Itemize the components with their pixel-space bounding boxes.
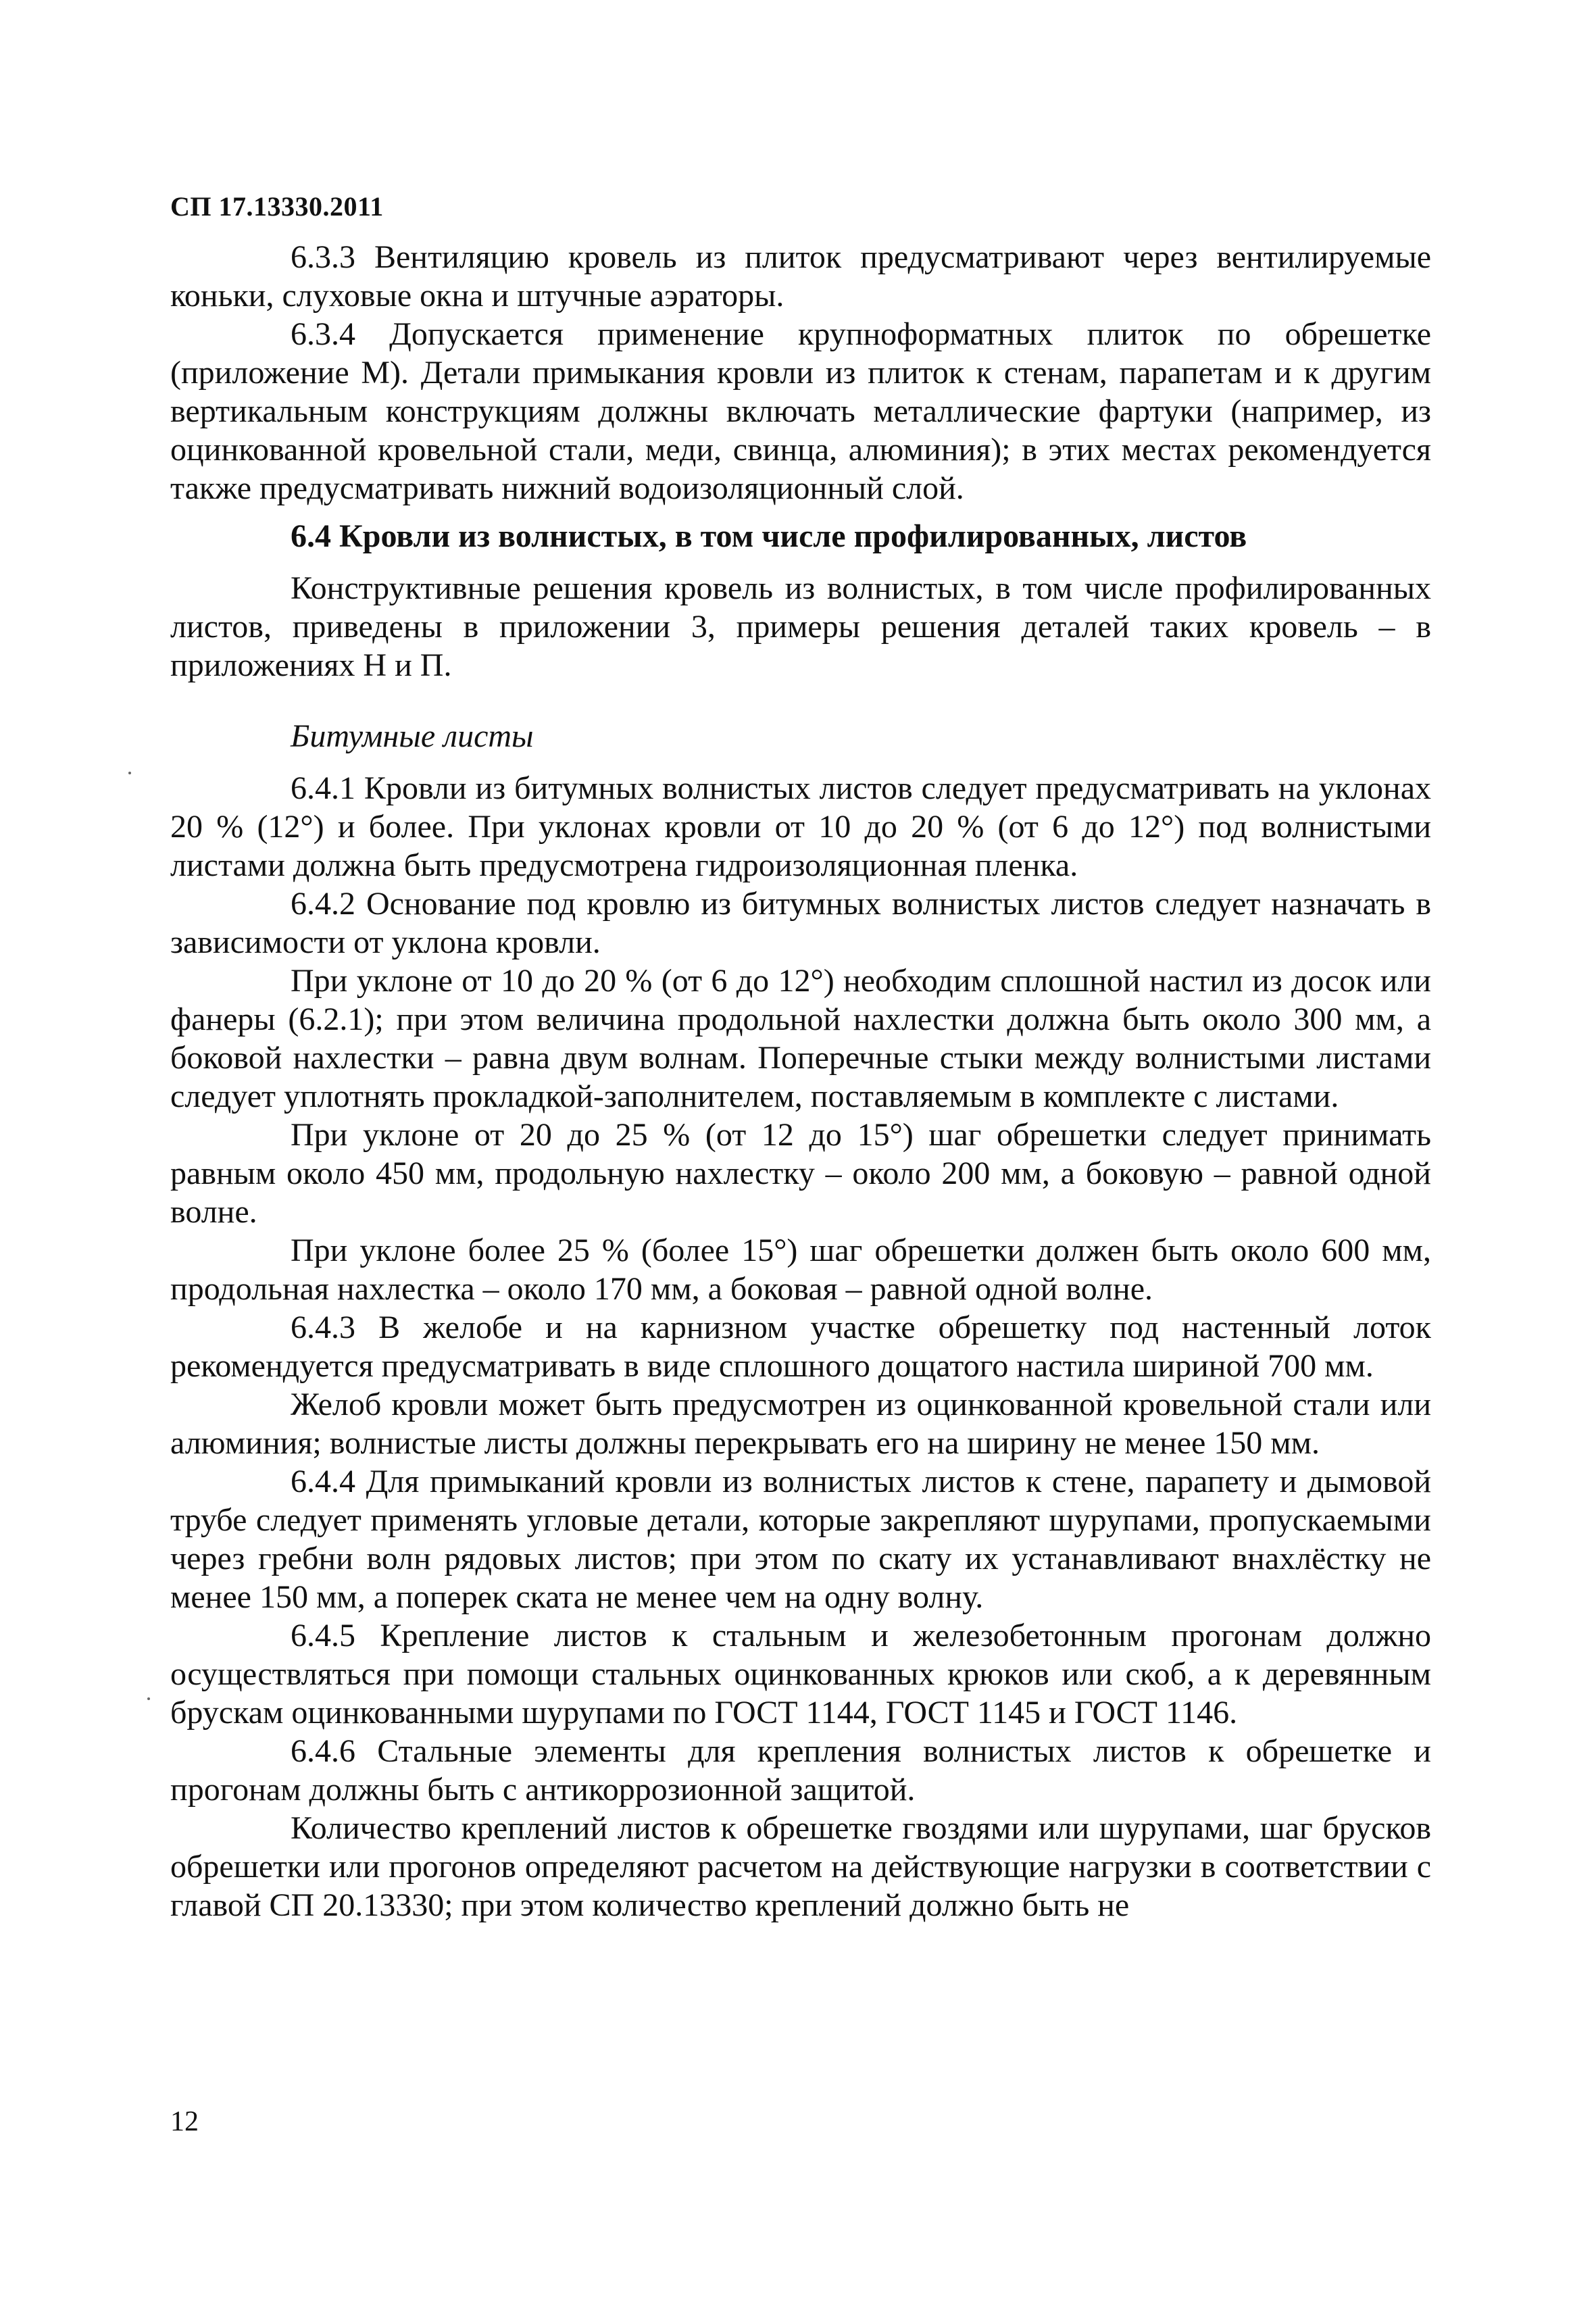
paragraph-6-4-1: 6.4.1 Кровли из битумных волнистых листов следует предусматривать на уклонах 20 % (12°) и более. При уклонах кровли от 10 до 20 % (от 6 до 12°) под волнистыми листами должна быть предусмотрена гидроизоляционная пленка. xyxy=(170,770,1431,883)
paragraph-6-4-3: 6.4.3 В желобе и на карнизном участке обрешетку под настенный лоток рекомендуется предусматривать в виде сплошного дощатого настила шириной 700 мм. xyxy=(170,1310,1431,1384)
paragraph-6-4-2-slope-over-25: При уклоне более 25 % (более 15°) шаг обрешетки должен быть около 600 мм, продольная нахлестка – около 170 мм, а боковая – равной одной волне. xyxy=(170,1233,1431,1307)
paragraph-6-4-5: 6.4.5 Крепление листов к стальным и железобетонным прогонам должно осуществляться при помощи стальных оцинкованных крюков или скоб, а к деревянным брускам оцинкованными шурупами по ГОСТ 1144, ГОСТ 1145 и ГОСТ 1146. xyxy=(170,1618,1431,1731)
paragraph-6-4-6: 6.4.6 Стальные элементы для крепления волнистых листов к обрешетке и прогонам должны быть с антикоррозионной защитой. xyxy=(170,1733,1431,1808)
scan-speck xyxy=(147,1697,150,1700)
scan-speck xyxy=(128,772,131,774)
paragraph-6-4-2: 6.4.2 Основание под кровлю из битумных волнистых листов следует назначать в зависимости от уклона кровли. xyxy=(170,886,1431,960)
section-heading-6-4: 6.4 Кровли из волнистых, в том числе профилированных, листов xyxy=(291,518,1247,554)
paragraph-6-4-intro: Конструктивные решения кровель из волнистых, в том числе профилированных листов, приведены в приложении 3, примеры решения деталей таких кровель – в приложениях Н и П. xyxy=(170,570,1431,683)
paragraph-6-3-3: 6.3.3 Вентиляцию кровель из плиток предусматривают через вентилируемые коньки, слуховые окна и штучные аэраторы. xyxy=(170,239,1431,314)
document-body xyxy=(170,238,1431,1924)
paragraph-6-4-6-fasteners: Количество креплений листов к обрешетке гвоздями или шурупами, шаг брусков обрешетки или прогонов определяют расчетом на действующие нагрузки в соответствии с главой СП 20.13330; при этом количество креплений должно быть не xyxy=(170,1810,1431,1923)
paragraph-6-4-3-gutter: Желоб кровли может быть предусмотрен из оцинкованной кровельной стали или алюминия; волнистые листы должны перекрывать его на ширину не менее 150 мм. xyxy=(170,1387,1431,1461)
paragraph-6-3-4: 6.3.4 Допускается применение крупноформатных плиток по обрешетке (приложение М). Детали примыкания кровли из плиток к стенам, парапетам и к другим вертикальным конструкциям должны включать металлические фартуки (например, из оцинкованной кровельной стали, меди, свинца, алюминия); в этих местах рекомендуется также предусматривать нижний водоизоляционный слой. xyxy=(170,316,1431,506)
document-code-header: СП 17.13330.2011 xyxy=(170,191,384,222)
page-number: 12 xyxy=(170,2106,199,2137)
paragraph-6-4-2-slope-10-20: При уклоне от 10 до 20 % (от 6 до 12°) необходим сплошной настил из досок или фанеры (6.2.1); при этом величина продольной нахлестки должна быть около 300 мм, а боковой нахлестки – равна двум волнам. Поперечные стыки между волнистыми листами следует уплотнять прокладкой-заполнителем, поставляемым в комплекте с листами. xyxy=(170,963,1431,1114)
paragraph-6-4-2-slope-20-25: При уклоне от 20 до 25 % (от 12 до 15°) шаг обрешетки следует принимать равным около 450 мм, продольную нахлестку – около 200 мм, а боковую – равной одной волне. xyxy=(170,1117,1431,1230)
subheading-bitumen-sheets: Битумные листы xyxy=(291,718,534,754)
paragraph-6-4-4: 6.4.4 Для примыканий кровли из волнистых листов к стене, парапету и дымовой трубе следует применять угловые детали, которые закрепляют шурупами, пропускаемыми через гребни волн рядовых листов; при этом по скату их устанавливают внахлёстку не менее 150 мм, а поперек ската не менее чем на одну волну. xyxy=(170,1464,1431,1615)
